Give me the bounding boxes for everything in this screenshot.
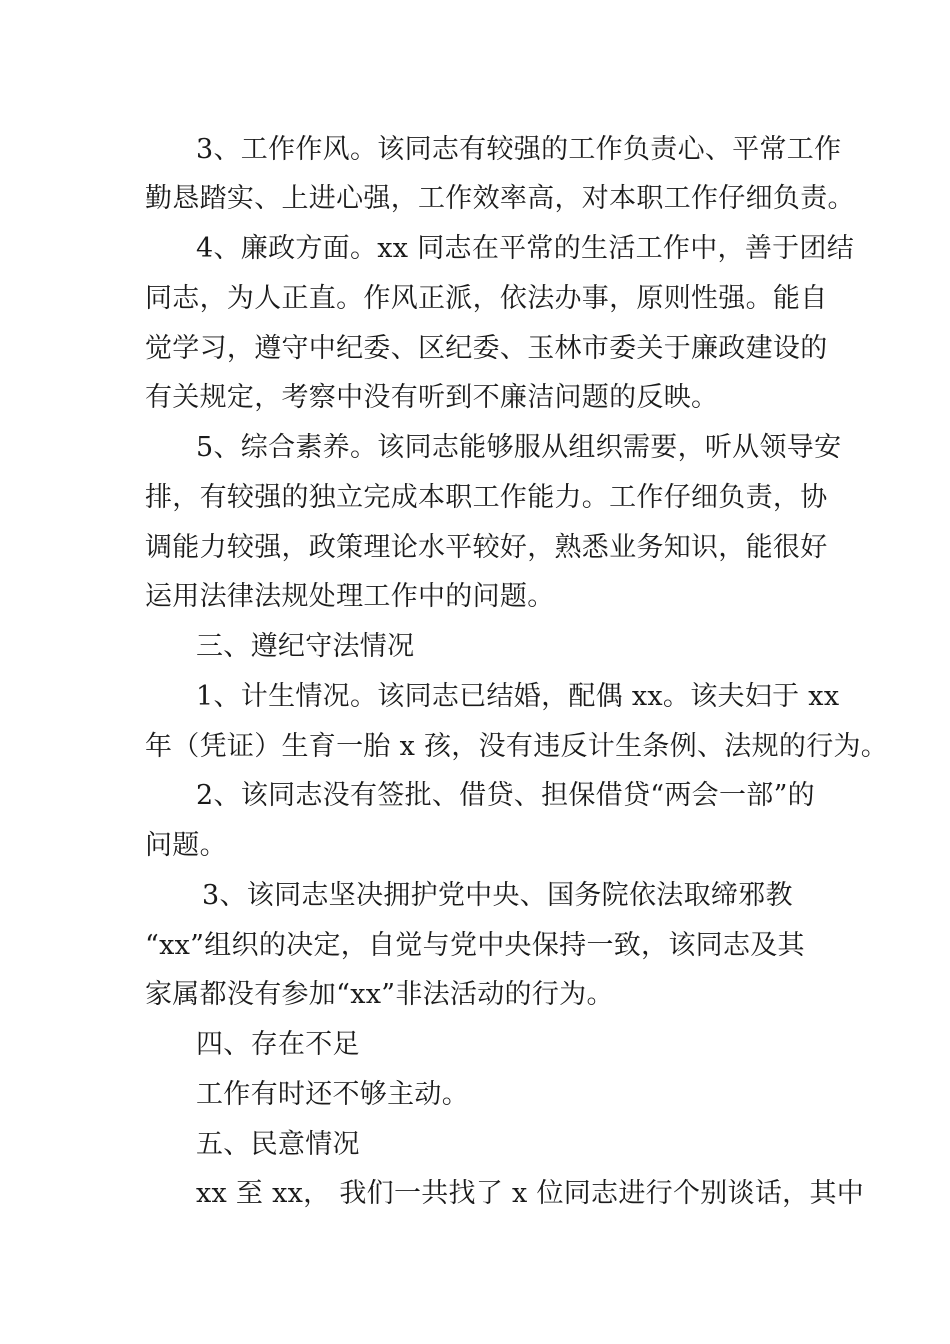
paragraph-line: 4、廉政方面。xx 同志在平常的生活工作中，善于团结 bbox=[196, 233, 855, 264]
paragraph-line: 排，有较强的独立完成本职工作能力。工作仔细负责，协 bbox=[145, 482, 828, 513]
paragraph-line: 1、计生情况。该同志已结婚，配偶 xx。该夫妇于 xx bbox=[196, 681, 840, 712]
paragraph-line: 年（凭证）生育一胎 x 孩，没有违反计生条例、法规的行为。 bbox=[145, 731, 889, 762]
paragraph-line: 5、综合素养。该同志能够服从组织需要，听从领导安 bbox=[196, 432, 842, 463]
paragraph-line: 运用法律法规处理工作中的问题。 bbox=[145, 581, 555, 612]
paragraph-line: 2、该同志没有签批、借贷、担保借贷“两会一部”的 bbox=[196, 780, 815, 811]
section-heading: 五、民意情况 bbox=[196, 1129, 360, 1160]
paragraph-line: xx 至 xx， 我们一共找了 x 位同志进行个别谈话，其中 bbox=[196, 1178, 865, 1209]
paragraph-line: “xx”组织的决定，自觉与党中央保持一致，该同志及其 bbox=[145, 930, 805, 961]
paragraph-line: 家属都没有参加“xx”非法活动的行为。 bbox=[145, 979, 614, 1010]
section-heading: 三、遵纪守法情况 bbox=[196, 631, 415, 662]
paragraph-line: 勤恳踏实、上进心强，工作效率高，对本职工作仔细负责。 bbox=[145, 183, 855, 214]
paragraph-line: 3、工作作风。该同志有较强的工作负责心、平常工作 bbox=[196, 134, 842, 165]
paragraph-line: 3、该同志坚决拥护党中央、国务院依法取缔邪教 bbox=[202, 880, 793, 911]
paragraph-line: 调能力较强，政策理论水平较好，熟悉业务知识，能很好 bbox=[145, 532, 828, 563]
paragraph-line: 有关规定，考察中没有听到不廉洁问题的反映。 bbox=[145, 382, 719, 413]
paragraph-line: 觉学习，遵守中纪委、区纪委、玉林市委关于廉政建设的 bbox=[145, 333, 828, 364]
section-heading: 四、存在不足 bbox=[196, 1029, 360, 1060]
paragraph-line: 工作有时还不够主动。 bbox=[196, 1079, 469, 1110]
paragraph-line: 问题。 bbox=[145, 830, 227, 861]
paragraph-line: 同志，为人正直。作风正派，依法办事，原则性强。能自 bbox=[145, 283, 828, 314]
